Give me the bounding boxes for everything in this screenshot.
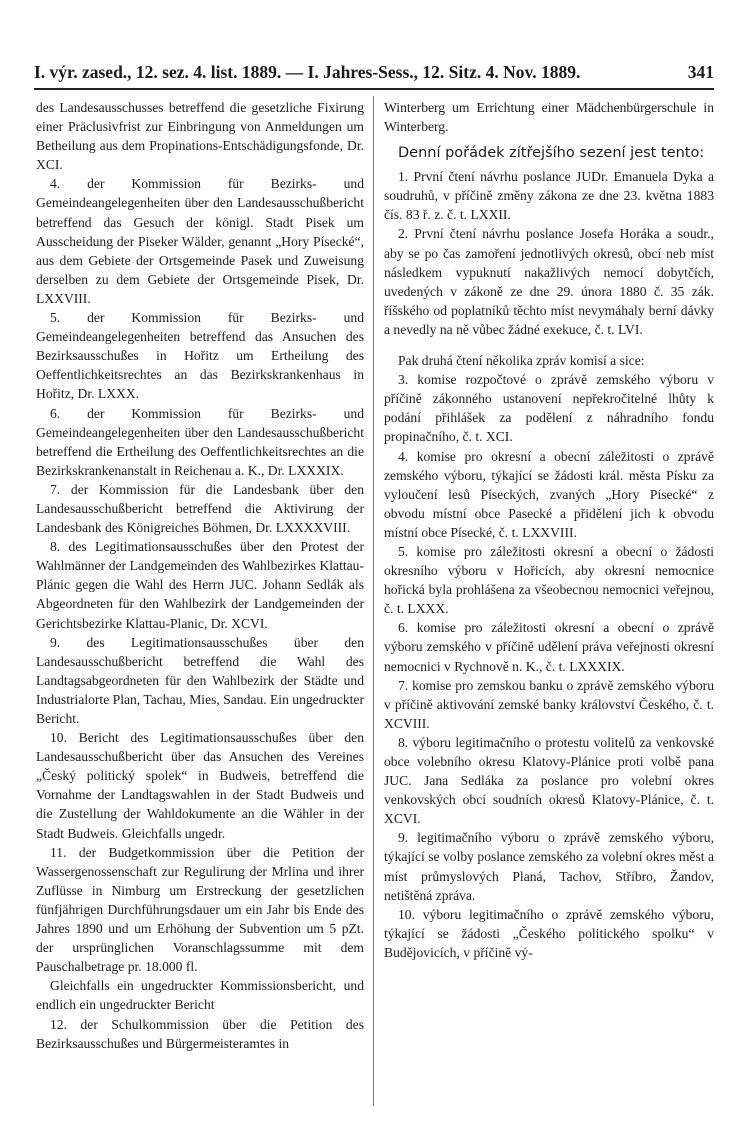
- right-column: [384, 98, 714, 962]
- agenda-item: 1. První čtení návrhu poslance JUDr. Emanuela Dyka a soudruhů, v příčině změny zákona ze dne 23. května 1883 čís. 83 ř. z. č. t. LXXII.: [384, 169, 714, 223]
- agenda-item: 6. komise pro záležitosti okresní a obecní o zprávě výboru zemského v příčině udělení práva veřejnosti okresní nemocnici v Rychnově n. K., č. t. LXXXIX.: [384, 620, 714, 674]
- left-paragraph: des Landesausschusses betreffend die gesetzliche Fixirung einer Präclusivfrist zur Einbringung von Anmeldungen um Betheilung aus dem Propinations-Entschädigungsfonde, Dr. XCI.: [36, 100, 364, 173]
- agenda-heading: Denní pořádek zítřejšího sezení jest tento:: [398, 145, 705, 162]
- agenda-item: 2. První čtení návrhu poslance Josefa Horáka a soudr., aby se po čas zamoření jednotlivých okresů, obcí neb míst následkem vypuknutí nakažlivých nemocí dobytčích, uvedených v zákoně ze dne 29. února 1880 č. 35 zák. říšského od poplatníků těchto míst nevymáhaly berní dávky a nevedly na ně vůbec žádné exekuce, č. t. LVI.: [384, 226, 714, 337]
- left-paragraph: 8. des Legitimationsausschußes über den Protest der Wahlmänner der Landgemeinden des Wahlbezirkes Klattau-Plánic gegen die Wahl des Herrn JUC. Johann Sedlák als Abgeordneten für den Wahlbezirk der Landgemeinden der Gerichtsbezirke Klattau-Planic, Dr. XCVI.: [36, 539, 364, 631]
- column-divider: [373, 96, 374, 1106]
- agenda-item: 7. komise pro zemskou banku o zprávě zemského výboru v příčině aktivování zemské banky království Českého, č. t. XCVIII.: [384, 677, 714, 731]
- left-column: [36, 98, 364, 1053]
- left-paragraph: 4. der Kommission für Bezirks- und Gemeindeangelegenheiten über den Landesausschußbericht betreffend das Gesuch der königl. Stadt Pisek um Ausscheidung der Piseker Wälder, genannt „Hory Písecké“, aus dem Gebiete der Ortsgemeinde Pasek und Zuweisung derselben zu dem Gebiete der Ortsgemeinde Pisek, Dr. LXXVIII.: [36, 176, 364, 306]
- left-paragraph: 9. des Legitimationsausschußes über den Landesausschußbericht betreffend die Wahl des Landtagsabgeordneten für den Wahlbezirk der Städte und Industrialorte Plan, Tachau, Mies, Sandau. Ein ungedruckter Bericht.: [36, 634, 364, 726]
- agenda-item: 5. komise pro záležitosti okresní a obecní o žádosti okresního výboru v Hořicích, aby okresní nemocnice hořická byla prohlášena za všeobecnou nemocnici veřejnou, č. t. LXXX.: [384, 543, 714, 617]
- left-paragraph: 12. der Schulkommission über die Petition des Bezirksausschußes und Bürgermeisteramtes in: [36, 1016, 364, 1051]
- right-continuation: Winterberg um Errichtung einer Mädchenbürgerschule in Winterberg.: [384, 100, 714, 135]
- left-paragraph: 7. der Kommission für die Landesbank über den Landesausschußbericht betreffend die Aktivirung der Landesbank des Königreiches Böhmen, Dr. LXXXXVIII.: [36, 481, 364, 536]
- agenda-item: 4. komise pro okresní a obecní záležitosti o zprávě zemského výboru, týkající se žádosti král. města Písku za vyloučení lesů Píseckých, zvaných „Hory Písecké“ z obvodu místní obce Pasecké a přidělení jich k obvodu místní obce Písecké, č. t. LXXVIII.: [384, 448, 714, 540]
- agenda-intro: Pak druhá čtení několika zpráv komisí a sice:: [398, 353, 645, 369]
- agenda-item: 3. komise rozpočtové o zprávě zemského výboru v příčině zákonného ustanovení nepřekročitelné lhůty k podání přihlášek za podělení z náhradního fondu propinačního, č. t. XCI.: [384, 372, 714, 445]
- page-number: 341: [687, 62, 714, 82]
- left-paragraph: 11. der Budgetkommission über die Petition der Wassergenossenschaft zur Regulirung der Mrlina und ihrer Zuflüsse in Nimburg um Erstreckung der gesetzlichen fünfjährigen Durchführungsdauer um ein Jahr bis Ende des Jahres 1890 und um Erhöhung der Subvention um 5 pZt. der ursprünglichen Voranschlagssumme mit dem Pauschalbetrage pr. 18.000 fl.: [36, 844, 364, 975]
- section-gap: [384, 339, 714, 351]
- agenda-item: 10. výboru legitimačního o zprávě zemského výboru, týkající se žádosti „Českého politického spolku“ v Budějovicích, v příčině vý-: [384, 906, 714, 960]
- left-paragraph: Gleichfalls ein ungedruckter Kommissionsbericht, und endlich ein ungedruckter Bericht: [36, 978, 364, 1013]
- running-header: [34, 62, 714, 86]
- header-session-info: I. výr. zased., 12. sez. 4. list. 1889. — I. Jahres-Sess., 12. Sitz. 4. Nov. 1889.: [34, 62, 581, 82]
- agenda-item: 9. legitimačního výboru o zprávě zemského výboru, týkající se volby poslance zemského za volební okres měst a míst průmyslových Planá, Tachov, Stříbro, Žandov, netištěná zpráva.: [384, 830, 714, 903]
- header-rule: [34, 88, 714, 90]
- agenda-item: 8. výboru legitimačního o protestu volitelů za venkovské obce volebního okresu Klatovy-Plánice proti volbě pana JUC. Jana Sedláka za poslance pro volební okres venkovských obcí soudních okresů Klatovy-Plánice, č. t. XCVI.: [384, 734, 714, 827]
- left-paragraph: 10. Bericht des Legitimationsausschußes über den Landesausschußbericht über das Ansuchen des Vereines „Český politický spolek“ in Budweis, betreffend die Vornahme der Landtagswahlen in der Stadt Budweis und die Zustellung der Wahldokumente an die Wähler in der Stadt Budweis. Gleichfalls ungedr.: [36, 730, 364, 841]
- left-paragraph: 5. der Kommission für Bezirks- und Gemeindeangelegenheiten betreffend das Ansuchen des Bezirksausschußes in Hořitz um Ertheilung des Oeffentlichkeitsrechtes an das Bezirkskrankenhaus in Hořitz, Dr. LXXX.: [36, 310, 364, 402]
- left-paragraph: 6. der Kommission für Bezirks- und Gemeindeangelegenheiten über den Landesausschußbericht betreffend die Ertheilung des Oeffentlichkeitsrechtes an die Bezirkskrankenanstalt in Reichenau a. K., Dr. LXXXIX.: [36, 405, 364, 478]
